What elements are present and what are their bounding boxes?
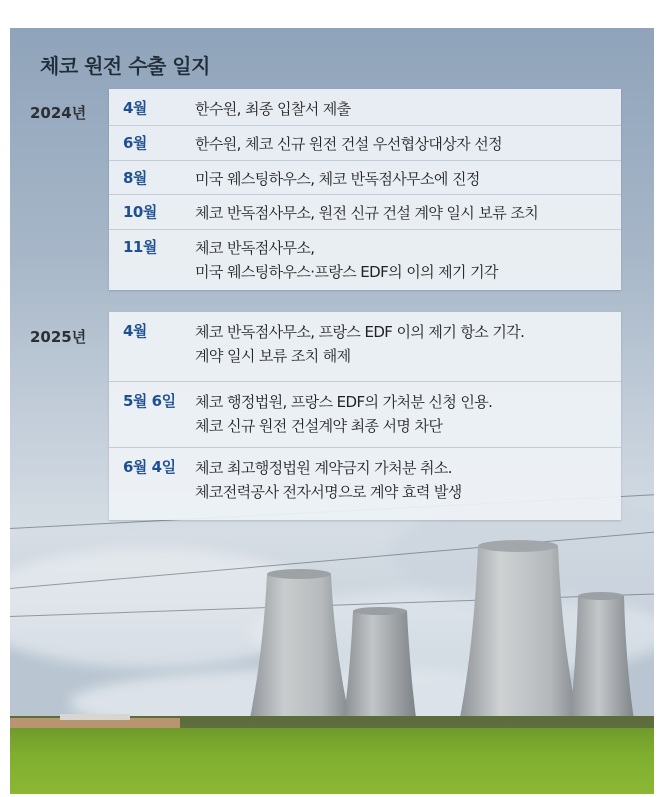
event-text: 체코전력공사 전자서명으로 계약 효력 발생 (195, 483, 462, 501)
page-title: 체코 원전 수출 일지 (40, 54, 210, 78)
month-label: 4월 (123, 322, 147, 340)
year-label-2024: 2024년 (30, 104, 87, 122)
event-text: 체코 신규 원전 건설계약 최종 서명 차단 (195, 417, 443, 435)
event-text: 한수원, 체코 신규 원전 건설 우선협상대상자 선정 (195, 135, 502, 153)
green-field (10, 728, 654, 794)
cooling-tower (566, 591, 638, 733)
cooling-tower (245, 568, 355, 733)
event-text: 체코 반독점사무소, 원전 신규 건설 계약 일시 보류 조치 (195, 204, 539, 222)
event-text-block (195, 456, 621, 504)
month-label: 10월 (123, 203, 157, 221)
timeline-row (109, 195, 621, 230)
cooling-tower (454, 540, 584, 733)
timeline-row (109, 230, 621, 290)
month-label: 11월 (123, 238, 157, 256)
cooling-tower (340, 606, 420, 733)
building (60, 714, 130, 720)
timeline-row (109, 382, 621, 448)
event-text-block (195, 390, 621, 438)
timeline-row (109, 448, 621, 520)
timeline-row (109, 312, 621, 382)
timeline-panel-2024 (109, 89, 621, 290)
event-text-block (195, 236, 621, 284)
year-label-2025: 2025년 (30, 328, 87, 346)
timeline-panel-2025 (109, 312, 621, 520)
event-text: 한수원, 최종 입찰서 제출 (195, 100, 351, 118)
event-text: 체코 행정법원, 프랑스 EDF의 가처분 신청 인용. (195, 393, 493, 411)
month-label: 5월 6일 (123, 392, 176, 410)
month-label: 8월 (123, 169, 147, 187)
event-text: 체코 최고행정법원 계약금지 가처분 취소. (195, 459, 452, 477)
timeline-row (109, 89, 621, 126)
month-label: 6월 (123, 134, 147, 152)
event-text: 미국 웨스팅하우스, 체코 반독점사무소에 진정 (195, 170, 480, 188)
event-text: 체코 반독점사무소, 프랑스 EDF 이의 제기 항소 기각. (195, 323, 525, 341)
month-label: 6월 4일 (123, 458, 176, 476)
event-text-block (195, 320, 621, 368)
event-text: 미국 웨스팅하우스·프랑스 EDF의 이의 제기 기각 (195, 263, 498, 281)
event-text: 체코 반독점사무소, (195, 239, 315, 257)
timeline-row (109, 126, 621, 161)
timeline-row (109, 161, 621, 195)
month-label: 4월 (123, 99, 147, 117)
event-text: 계약 일시 보류 조치 해제 (195, 347, 351, 365)
